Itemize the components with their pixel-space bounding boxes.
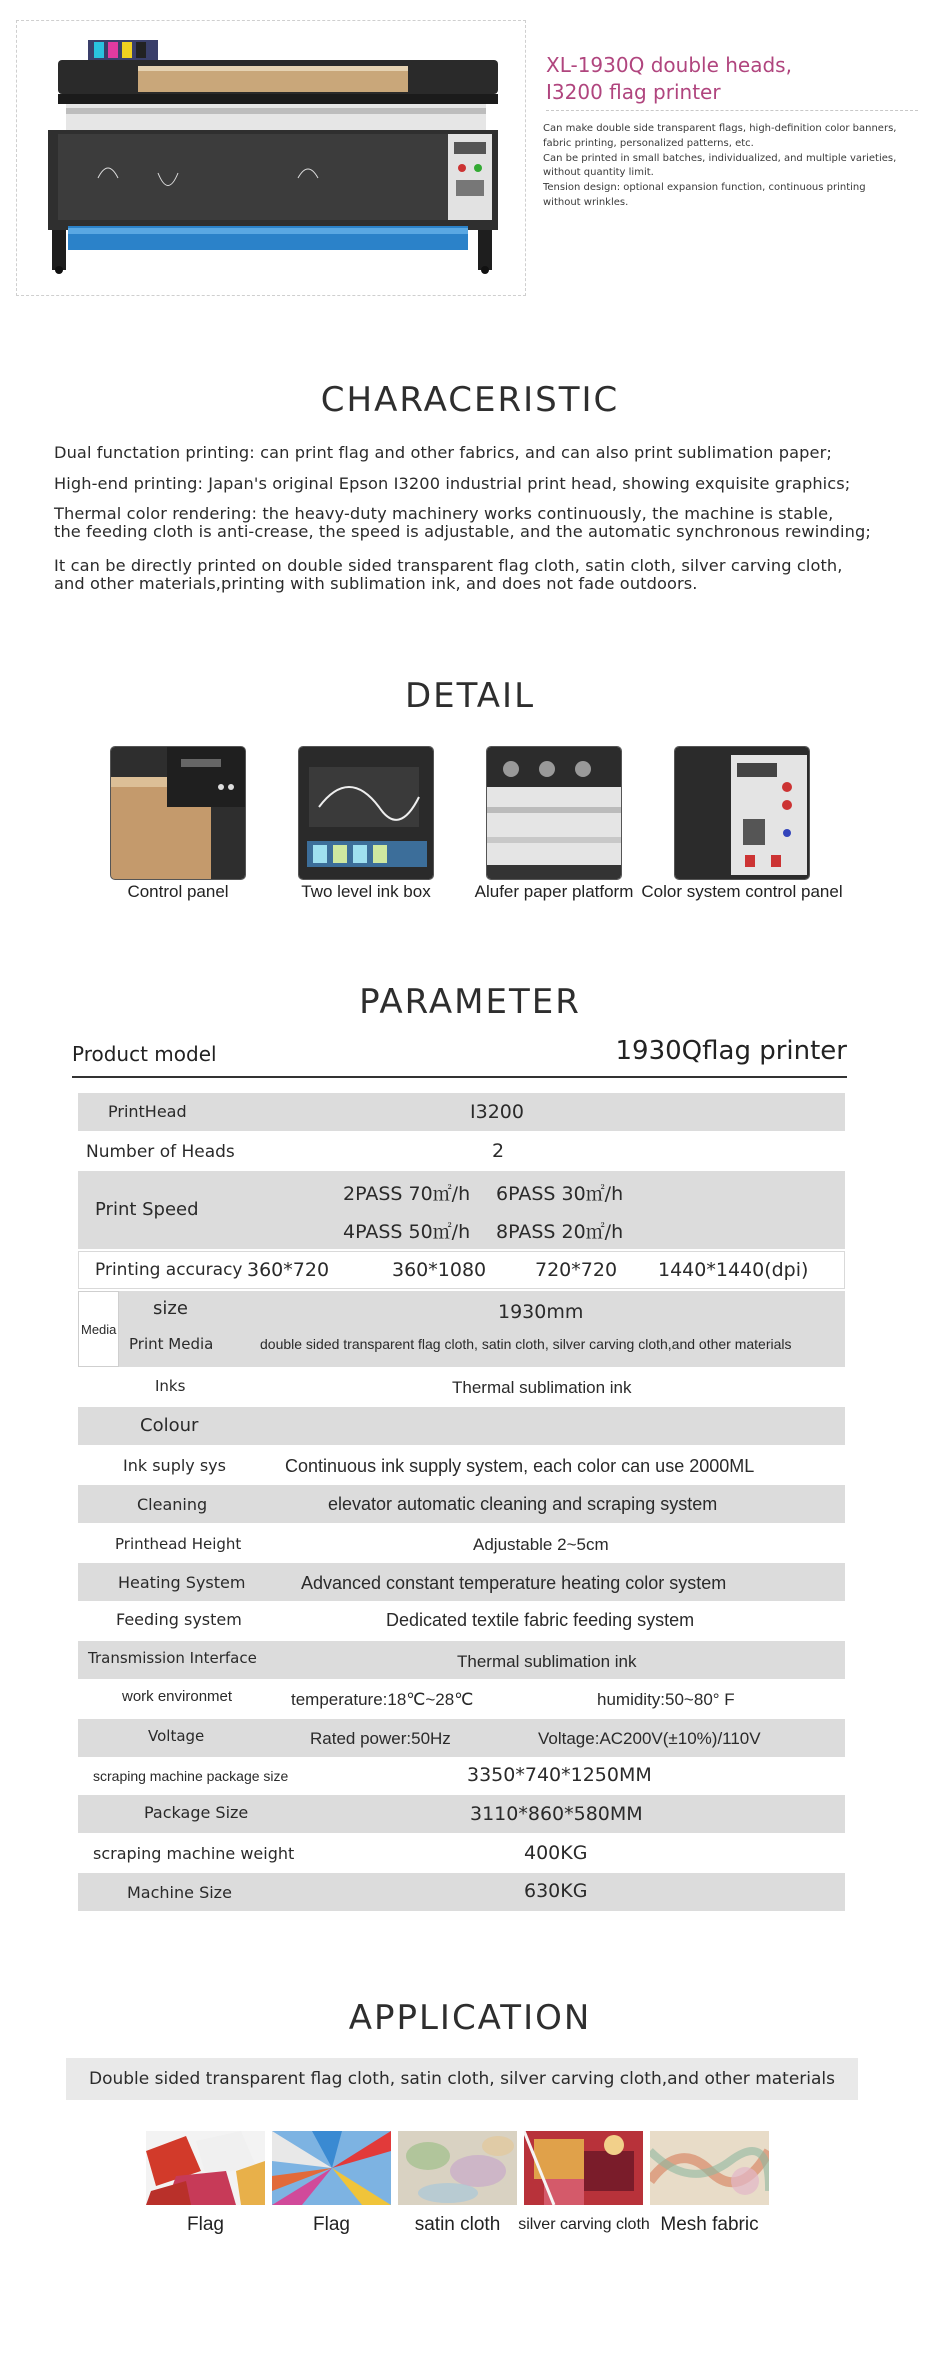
row-label: scraping machine weight xyxy=(93,1844,295,1863)
row-value: Continuous ink supply system, each color can use 2000ML xyxy=(285,1456,755,1476)
table-row xyxy=(78,1795,845,1833)
detail-caption: Color system control panel xyxy=(641,882,843,901)
flag-photo xyxy=(272,2131,391,2205)
row-label: Ink suply sys xyxy=(123,1456,226,1475)
row-label: Machine Size xyxy=(127,1883,232,1902)
row-label: Inks xyxy=(155,1377,186,1395)
parameter-heading: PARAMETER xyxy=(359,982,581,1022)
model-divider xyxy=(72,1076,847,1078)
row-value: 3110*860*580MM xyxy=(470,1803,643,1825)
table-row xyxy=(78,1131,845,1171)
application-caption: silver carving cloth xyxy=(518,2216,650,2233)
application-caption: Flag xyxy=(187,2214,224,2235)
row-label: Number of Heads xyxy=(86,1142,235,1162)
table-row xyxy=(78,1523,845,1563)
row-label: Cleaning xyxy=(137,1495,208,1514)
detail-heading: DETAIL xyxy=(404,676,536,716)
application-caption: Mesh fabric xyxy=(660,2214,759,2235)
flag-photo xyxy=(146,2131,265,2205)
table-row xyxy=(78,1251,845,1289)
product-model-label: Product model xyxy=(72,1042,217,1066)
characteristic-item: Thermal color rendering: the heavy-duty machinery works continuously, the machine is stable, the feeding cloth is anti-crease, the speed is adjustable, and the automatic synchronous rewinding; xyxy=(54,504,871,541)
media-label-box xyxy=(78,1291,119,1367)
row-value: elevator automatic cleaning and scraping system xyxy=(328,1494,718,1514)
table-row xyxy=(78,1679,845,1719)
table-row xyxy=(78,1291,845,1367)
paper-platform-photo xyxy=(486,746,622,880)
row-label: Heating System xyxy=(118,1573,246,1592)
table-row xyxy=(78,1407,845,1445)
characteristic-heading: CHARACERISTIC xyxy=(320,380,620,420)
application-heading: APPLICATION xyxy=(348,1998,592,2038)
row-value: double sided transparent flag cloth, satin cloth, silver carving cloth,and other materials xyxy=(260,1336,792,1352)
row-value: 2 xyxy=(492,1140,505,1162)
row-label: Voltage xyxy=(148,1727,205,1745)
row-label: work environmet xyxy=(122,1688,233,1705)
application-banner: Double sided transparent flag cloth, satin cloth, silver carving cloth,and other materials xyxy=(66,2058,858,2100)
table-row xyxy=(78,1719,845,1757)
row-value: 6PASS 30㎡/h xyxy=(496,1183,624,1205)
table-row xyxy=(78,1093,845,1131)
row-value: 3350*740*1250MM xyxy=(467,1764,652,1786)
row-label: Transmission Interface xyxy=(88,1649,257,1667)
row-value: Dedicated textile fabric feeding system xyxy=(386,1610,695,1630)
row-value: 630KG xyxy=(524,1880,588,1902)
row-value: 1440*1440(dpi) xyxy=(658,1259,809,1281)
control-panel-photo xyxy=(110,746,246,880)
printer-product-image xyxy=(38,38,508,274)
row-label: size xyxy=(153,1298,188,1319)
detail-caption: Control panel xyxy=(127,882,229,901)
product-model-value: 1930Qflag printer xyxy=(615,1036,847,1066)
row-value: temperature:18℃~28℃ xyxy=(291,1690,474,1709)
row-value: Voltage:AC200V(±10%)/110V xyxy=(538,1729,761,1748)
row-label: Print Media xyxy=(129,1335,214,1353)
row-value: 360*720 xyxy=(247,1259,330,1281)
row-value: 2PASS 70㎡/h xyxy=(343,1183,471,1205)
table-row xyxy=(78,1171,845,1249)
row-value: Adjustable 2~5cm xyxy=(473,1535,609,1554)
table-row xyxy=(78,1641,845,1679)
row-value: 4PASS 50㎡/h xyxy=(343,1221,471,1243)
title-divider xyxy=(546,110,918,111)
application-caption: satin cloth xyxy=(414,2214,501,2235)
ink-box-photo xyxy=(298,746,434,880)
product-title: XL-1930Q double heads, I3200 flag printer xyxy=(546,53,792,104)
application-caption: Flag xyxy=(313,2214,350,2235)
row-value: humidity:50~80° F xyxy=(597,1690,735,1709)
row-value: I3200 xyxy=(470,1101,524,1123)
table-row xyxy=(78,1873,845,1911)
silver-carving-cloth-photo xyxy=(524,2131,643,2205)
row-label: scraping machine package size xyxy=(93,1768,289,1784)
table-row xyxy=(78,1833,845,1873)
row-value: 360*1080 xyxy=(392,1259,487,1281)
row-label: PrintHead xyxy=(108,1102,187,1121)
row-label: Package Size xyxy=(144,1803,249,1822)
detail-caption: Two level ink box xyxy=(301,882,431,901)
row-value: Advanced constant temperature heating color system xyxy=(301,1573,727,1593)
table-row xyxy=(78,1563,845,1601)
table-row xyxy=(78,1485,845,1523)
table-row xyxy=(78,1757,845,1795)
media-label: Media xyxy=(81,1322,117,1337)
table-row xyxy=(78,1601,845,1641)
row-label: Print Speed xyxy=(95,1199,199,1220)
row-label: Colour xyxy=(140,1415,199,1436)
product-description: Can make double side transparent flags, high-definition color banners, fabric printing, personalized patterns, etc. Can be printed in small batches, individualized, and multiple varieties, without quantity limit. Tension design: optional expansion function, continuous printing without wrinkles. xyxy=(543,123,897,208)
satin-cloth-photo xyxy=(398,2131,517,2205)
row-value: Thermal sublimation ink xyxy=(457,1652,637,1671)
row-value: Rated power:50Hz xyxy=(310,1729,451,1748)
row-label: Printhead Height xyxy=(115,1535,242,1553)
row-value: 400KG xyxy=(524,1842,588,1864)
characteristic-item: It can be directly printed on double sided transparent flag cloth, satin cloth, silver carving cloth, and other materials,printing with sublimation ink, and does not fade outdoors. xyxy=(54,556,843,593)
row-value: 8PASS 20㎡/h xyxy=(496,1221,624,1243)
row-label: Printing accuracy xyxy=(95,1260,243,1280)
characteristic-item: Dual functation printing: can print flag and other fabrics, and can also print sublimation paper; xyxy=(54,443,832,462)
row-value: 1930mm xyxy=(498,1301,584,1323)
detail-caption: Alufer paper platform xyxy=(474,882,634,901)
color-control-panel-photo xyxy=(674,746,810,880)
row-value: Thermal sublimation ink xyxy=(452,1378,632,1397)
mesh-fabric-photo xyxy=(650,2131,769,2205)
characteristic-item: High-end printing: Japan's original Epson I3200 industrial print head, showing exquisite graphics; xyxy=(54,474,851,493)
table-row xyxy=(78,1445,845,1485)
row-label: Feeding system xyxy=(116,1610,242,1629)
table-row xyxy=(78,1367,845,1407)
row-value: 720*720 xyxy=(535,1259,618,1281)
